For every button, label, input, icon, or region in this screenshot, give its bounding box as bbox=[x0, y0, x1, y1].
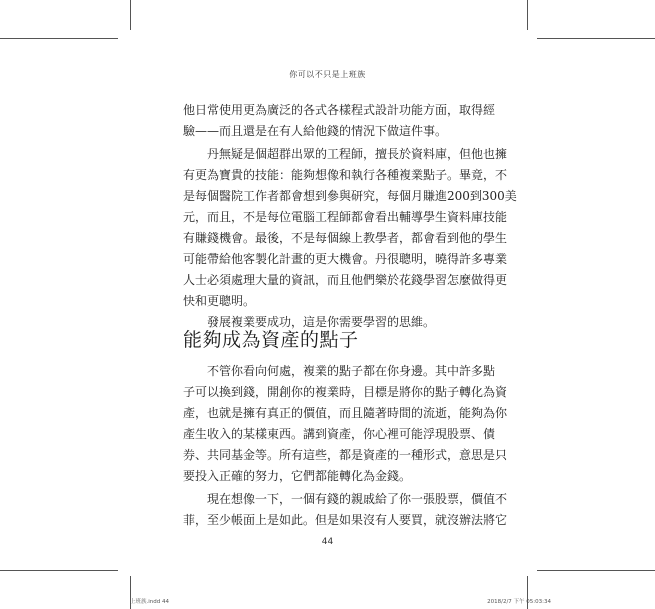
text-line: 現在想像一下，一個有錢的親戚給了你一張股票，價值不 bbox=[207, 492, 508, 506]
text-line: 產生收入的某樣東西。講到資產，你心裡可能浮現股票、債 bbox=[183, 427, 496, 441]
text-line: 菲，至少帳面上是如此。但是如果沒有人要買，就沒辦法將它 bbox=[183, 513, 508, 527]
text-line: 丹無疑是個超群出眾的工程師，擅長於資料庫，但他也擁 bbox=[207, 147, 508, 161]
text-line: 有更為寶貴的技能：能夠想像和執行各種複業點子。畢竟，不 bbox=[183, 168, 508, 182]
crop-mark-right-top bbox=[537, 38, 655, 39]
text-line: 不管你看向何處，複業的點子都在你身邊。其中許多點 bbox=[207, 364, 496, 378]
crop-mark-left-bottom bbox=[0, 570, 118, 571]
text-line: 有賺錢機會。最後，不是每個線上教學者，都會看到他的學生 bbox=[183, 231, 508, 245]
text-line: 是每個醫院工作者都會想到參與研究，每個月賺進200到300美 bbox=[183, 189, 517, 203]
text-line: 他日常使用更為廣泛的各式各樣程式設計功能方面，取得經 bbox=[183, 103, 496, 117]
slug-timestamp: 2018/2/7 下午 05:03:34 bbox=[487, 599, 551, 605]
text-line: 子可以換到錢，開創你的複業時，目標是將你的點子轉化為資 bbox=[183, 385, 508, 399]
crop-mark-right-bottom bbox=[537, 570, 655, 571]
crop-mark-top-right bbox=[527, 0, 528, 30]
text-line: 要投入正確的努力，它們都能轉化為金錢。 bbox=[183, 469, 412, 483]
text-line: 快和更聰明。 bbox=[183, 294, 256, 308]
crop-mark-top-left bbox=[130, 0, 131, 30]
crop-mark-left-top bbox=[0, 38, 118, 39]
section-heading: 能夠成為資產的點子 bbox=[183, 329, 359, 351]
text-line: 元，而且，不是每位電腦工程師都會看出輔導學生資料庫技能 bbox=[183, 210, 508, 224]
text-line: 人士必須處理大量的資訊，而且他們樂於花錢學習怎麼做得更 bbox=[183, 273, 508, 287]
text-line: 發展複業要成功，這是你需要學習的思維。 bbox=[207, 315, 436, 329]
text-line: 券、共同基金等。所有這些，都是資產的一種形式，意思是只 bbox=[183, 448, 508, 462]
page-number: 44 bbox=[321, 537, 334, 547]
text-line: 驗——而且還是在有人給他錢的情況下做這件事。 bbox=[183, 124, 448, 138]
text-line: 可能帶給他客製化計畫的更大機會。丹很聰明，曉得許多專業 bbox=[183, 252, 508, 266]
text-line: 產，也就是擁有真正的價值，而且隨著時間的流逝，能夠為你 bbox=[183, 406, 508, 420]
running-header: 你可以不只是上班族 bbox=[289, 70, 366, 79]
slug-file-info: 上班族.indd 44 bbox=[130, 599, 169, 605]
